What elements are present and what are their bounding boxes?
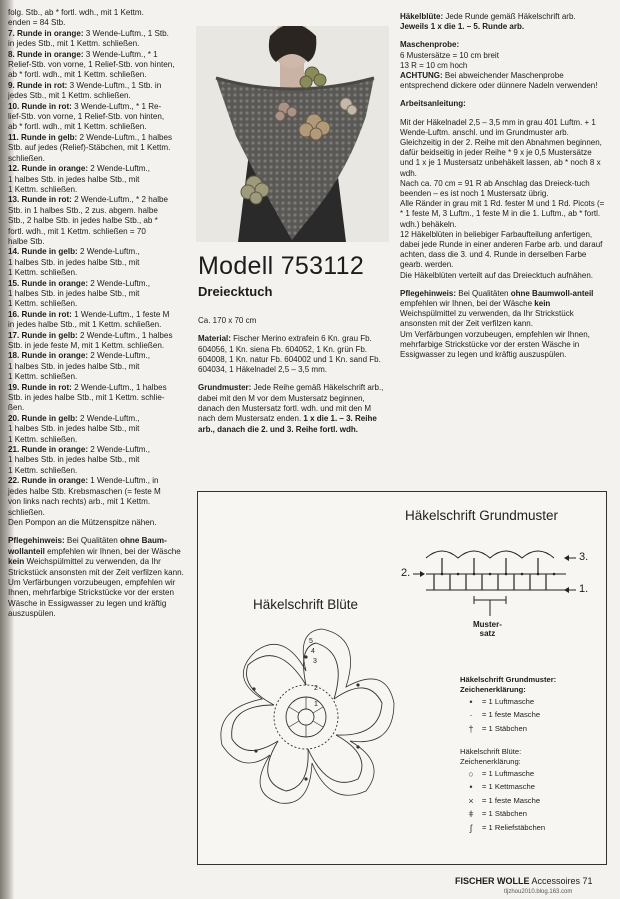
left-line: Stb. in 1 halbes Stb., 2 zus. abgem. halbe bbox=[8, 205, 158, 215]
legend-row bbox=[460, 709, 556, 723]
legend-row bbox=[460, 781, 545, 795]
left-line: 14. Runde in gelb: 2 Wende-Luftm., bbox=[8, 247, 140, 257]
model-details-column bbox=[198, 316, 390, 443]
legend-grundmuster-sub: Zeichenerklärung: bbox=[460, 685, 526, 694]
haekelbluete-rounds: Jeweils 1 x die 1. – 5. Runde arb. bbox=[400, 22, 525, 32]
right-instructions-column bbox=[400, 12, 605, 360]
round-label-3: 3 bbox=[313, 658, 317, 665]
product-photo bbox=[196, 26, 389, 242]
legend-symbol: • bbox=[469, 782, 473, 793]
footer-section: Accessoires bbox=[531, 876, 581, 886]
footer-brand: FISCHER WOLLE bbox=[455, 876, 530, 886]
left-line: enden = 84 Stb. bbox=[8, 18, 66, 28]
left-line: 1 halbes Stb. in jedes halbe Stb., mit bbox=[8, 424, 140, 434]
legend-text: = 1 Kettmasche bbox=[482, 782, 535, 792]
left-line: jedes halbe Stb. Krebsmaschen (= feste M bbox=[8, 486, 161, 496]
legend-symbol: ǂ bbox=[468, 809, 474, 820]
left-line: ßen. bbox=[8, 403, 25, 413]
legend-symbol: × bbox=[468, 795, 474, 806]
maschenprobe-line-1: 6 Mustersätze = 10 cm breit bbox=[400, 50, 499, 60]
left-line: Stb. auf jedes (Relief)-Stäbchen, mit 1 Kettm. bbox=[8, 143, 171, 153]
left-line: 1 Kettm. schließen. bbox=[8, 434, 78, 444]
left-line: 1 halbes Stb. in jedes halbe Stb., mit bbox=[8, 455, 140, 465]
maschenprobe-line-2: 13 R = 10 cm hoch bbox=[400, 60, 468, 70]
maschenprobe-heading: Maschenprobe: bbox=[400, 40, 460, 50]
left-line: halbe Stb. bbox=[8, 236, 45, 246]
material-paragraph: Material: Fischer Merino extrafein 6 Kn. grau Fb. 604056, 1 Kn. siena Fb. 604052, 1 Kn. grün Fb. 604008, 1 Kn. natur Fb. 604002 und 1 Kn. sand Fb. 604034, 1 Häkelnadel 2,5 – 3,5 mm. bbox=[198, 334, 381, 375]
legend-symbol: · bbox=[469, 710, 473, 721]
model-subtitle: Dreiecktuch bbox=[198, 284, 273, 299]
legend-symbol: † bbox=[468, 723, 474, 734]
legend-row bbox=[460, 794, 545, 808]
left-line: in jedes Stb., mit 1 Kettm. schließen. bbox=[8, 39, 140, 49]
legend-row bbox=[460, 695, 556, 709]
left-care-paragraph: Pflegehinweis: Bei Qualitäten ohne Baum-wollanteil empfehlen wir Ihnen, bei der Wäsche kein Weichspülmittel zu verwenden, da Ihr Strickstück ansonsten mit der Zeit verfilzen kann. bbox=[8, 536, 184, 577]
left-line: 17. Runde in gelb: 2 Wende-Luftm., 1 halbes bbox=[8, 330, 173, 340]
left-instructions-column bbox=[8, 8, 188, 620]
legend-text: = 1 Stäbchen bbox=[482, 723, 527, 733]
mustersatz-label: Muster- satz bbox=[473, 620, 502, 638]
legend-row bbox=[460, 722, 556, 736]
left-line: von links nach rechts) arb., mit 1 Kettm. bbox=[8, 497, 151, 507]
legend-text: = 1 Luftmasche bbox=[482, 768, 535, 778]
left-line: 13. Runde in rot: 2 Wende-Luftm., * 2 halbe bbox=[8, 195, 168, 205]
legend-grundmuster bbox=[460, 675, 556, 736]
left-line: lief-Stb. von vorne, 1 Relief-Stb. von hinten, bbox=[8, 112, 165, 122]
left-line: 1 Kettm. schließen. bbox=[8, 465, 78, 475]
left-line: 8. Runde in orange: 3 Wende-Luftm., * 1 bbox=[8, 49, 158, 59]
grundmuster-diagram-title: Häkelschrift Grundmuster bbox=[405, 508, 559, 523]
left-line: 22. Runde in orange: 1 Wende-Luftm., in bbox=[8, 476, 159, 486]
left-line: jedes Stb., mit 1 Kettm. schließen. bbox=[8, 91, 131, 101]
left-line: schließen. bbox=[8, 507, 45, 517]
left-line: 12. Runde in orange: 2 Wende-Luftm., bbox=[8, 164, 150, 174]
left-line: 1 halbes Stb. in jedes halbe Stb., mit bbox=[8, 257, 140, 267]
legend-grundmuster-title: Häkelschrift Grundmuster: bbox=[460, 675, 557, 684]
crochet-diagram-box bbox=[197, 491, 607, 865]
left-line: Stb. in jedes halbe Stb., mit 1 Kettm. schlie- bbox=[8, 393, 165, 403]
arbeitsanleitung-heading: Arbeitsanleitung: bbox=[400, 99, 466, 109]
left-line: 1 Kettm. schließen. bbox=[8, 372, 78, 382]
left-line: Relief-Stb. von vorne, 1 Relief-Stb. von hinten, bbox=[8, 60, 175, 70]
left-line: in jedes halbe Stb., mit 1 Kettm. schließen. bbox=[8, 320, 162, 330]
legend-symbol: • bbox=[469, 696, 473, 707]
left-line: Stb. in jede feste M, mit 1 Kettm. schließen. bbox=[8, 341, 165, 350]
left-line: Den Pompon an die Mützenspitze nähen. bbox=[8, 517, 157, 527]
left-line: Stb., 2 halbe Stb. in jedes halbe Stb., ab * bbox=[8, 216, 158, 226]
left-line: 20. Runde in gelb: 2 Wende-Luftm., bbox=[8, 413, 140, 423]
left-line: 10. Runde in rot: 3 Wende-Luftm., * 1 Re- bbox=[8, 101, 162, 111]
arbeitsanleitung-text: Mit der Häkelnadel 2,5 – 3,5 mm in grau 401 Luftm. + 1 Wende-Luftm. anschl. und im Grundmuster arb. Gleichzeitig in der 2. Reihe mit den Abnahmen beginnen, dafür beidseitig in jeder Reihe * 9 x je 0,5 Mustersätze und 1 x je 1 Mustersatz unbehäkelt lassen, ab * noch 8 x wdh. Nach ca. 70 cm = 91 R ab Anschlag das Dreieck-tuch beenden – es ist noch 1 Mustersatz übrig. Alle Ränder in grau mit 1 Rd. fester M und 1 Rd. Picots (= * 1 feste M, 3 Luftm., 1 feste M in die 1. Luftm., ab * fortl. wdh.) behäkeln. 12 Häkelblüten in beliebiger Farbaufteilung anfertigen, dabei jede Runde in einer anderen Farbe arb. und darauf achten, dass die 3. und 4. Runde in derselben Farbe gearb. werden. Die Häkelblüten verteilt auf das Dreiecktuch aufnähen. bbox=[400, 117, 605, 280]
row-label-3: 3. bbox=[579, 551, 589, 563]
bluete-diagram-title: Häkelschrift Blüte bbox=[253, 597, 359, 612]
left-line: fortl. wdh., mit 1 Kettm. schließen = 70 bbox=[8, 226, 146, 236]
round-label-1: 1 bbox=[314, 701, 318, 708]
left-line: 1 Kettm. schließen. bbox=[8, 299, 78, 309]
left-line: 1 Kettm. schließen. bbox=[8, 268, 78, 278]
left-line: 11. Runde in gelb: 2 Wende-Luftm., 1 halbes bbox=[8, 132, 173, 142]
legend-bluete bbox=[460, 747, 545, 835]
row-label-2: 2. bbox=[401, 567, 411, 579]
page-footer bbox=[455, 876, 593, 886]
round-label-2: 2 bbox=[314, 685, 318, 692]
footer-page-number: 71 bbox=[582, 876, 593, 886]
legend-row bbox=[460, 767, 545, 781]
grundmuster-paragraph: Grundmuster: Jede Reihe gemäß Häkelschrift arb., dabei mit den M vor dem Mustersatz beginnen, danach den Mustersatz fortl. wdh. und mit den M nach dem Mustersatz enden. 1 x die 1. – 3. Reihe arb., danach die 2. und 3. Reihe fortl. wdh. bbox=[198, 383, 384, 434]
left-line: 18. Runde in orange: 2 Wende-Luftm., bbox=[8, 351, 150, 361]
legend-symbol: ʃ bbox=[470, 822, 472, 833]
left-line: 1 Kettm. schließen. bbox=[8, 184, 78, 194]
left-line: 16. Runde in rot: 1 Wende-Luftm., 1 feste M bbox=[8, 309, 170, 319]
watermark: tljzhou2010.blog.163.com bbox=[504, 889, 573, 895]
round-label-4: 4 bbox=[311, 648, 315, 655]
legend-text: = 1 Luftmasche bbox=[482, 696, 535, 706]
left-line: 15. Runde in orange: 2 Wende-Luftm., bbox=[8, 278, 150, 288]
achtung-paragraph: ACHTUNG: Bei abweichender Maschenprobe entsprechend dickere oder dünnere Nadeln verwenden! bbox=[400, 71, 598, 91]
left-line: 9. Runde in rot: 3 Wende-Luftm., 1 Stb. in bbox=[8, 80, 162, 90]
left-line: 1 halbes Stb. in jedes halbe Stb., mit bbox=[8, 361, 140, 371]
left-line: 1 halbes Stb. in jedes halbe Stb., mit bbox=[8, 288, 140, 298]
legend-bluete-sub: Zeichenerklärung: bbox=[460, 757, 521, 766]
left-line: 1 halbes Stb. in jedes halbe Stb., mit bbox=[8, 174, 140, 184]
left-line: schließen. bbox=[8, 153, 45, 163]
left-line: folg. Stb., ab * fortl. wdh., mit 1 Kettm. bbox=[8, 8, 144, 17]
legend-row bbox=[460, 808, 545, 822]
left-line: 19. Runde in rot: 2 Wende-Luftm., 1 halbes bbox=[8, 382, 167, 392]
left-line: 21. Runde in orange: 2 Wende-Luftm., bbox=[8, 445, 150, 455]
pflegehinweis-paragraph: Pflegehinweis: Bei Qualitäten ohne Baumwoll-anteil empfehlen wir Ihnen, bei der Wäsche kein Weichspülmittel zu verwenden, da Ihr Strickstück ansonsten mit der Zeit verfilzen kann. Um Verfärbungen vorzubeugen, empfehlen wir Ihnen, mehrfarbige Strickstücke vor der ersten Wäsche in Essigwasser zu legen und kräftig auszuspülen. bbox=[400, 288, 594, 360]
legend-text: = 1 feste Masche bbox=[482, 795, 541, 805]
legend-text: = 1 feste Masche bbox=[482, 710, 541, 720]
model-title: Modell 753112 bbox=[198, 252, 365, 280]
round-label-5: 5 bbox=[309, 638, 313, 645]
size-text: Ca. 170 x 70 cm bbox=[198, 316, 257, 325]
legend-row bbox=[460, 821, 545, 835]
left-line: 7. Runde in orange: 3 Wende-Luftm., 1 Stb. bbox=[8, 28, 169, 38]
haekelbluete-paragraph: Häkelblüte: Jede Runde gemäß Häkelschrift arb. bbox=[400, 12, 576, 21]
row-label-1: 1. bbox=[579, 583, 589, 595]
left-line: ab * fortl. wdh., mit 1 Kettm. schließen. bbox=[8, 70, 147, 80]
legend-symbol: ○ bbox=[468, 768, 474, 779]
left-care-paragraph-2: Um Verfärbungen vorzubeugen, empfehlen wir Ihnen, mehrfarbige Strickstücke vor der ersten Wäsche in Essigwasser zu legen und kräftig auszuspülen. bbox=[8, 577, 176, 619]
legend-text: = 1 Stäbchen bbox=[482, 809, 527, 819]
legend-bluete-title: Häkelschrift Blüte: bbox=[460, 747, 522, 756]
legend-text: = 1 Reliefstäbchen bbox=[482, 822, 546, 832]
left-line: ab * fortl. wdh., mit 1 Kettm. schließen. bbox=[8, 122, 147, 132]
